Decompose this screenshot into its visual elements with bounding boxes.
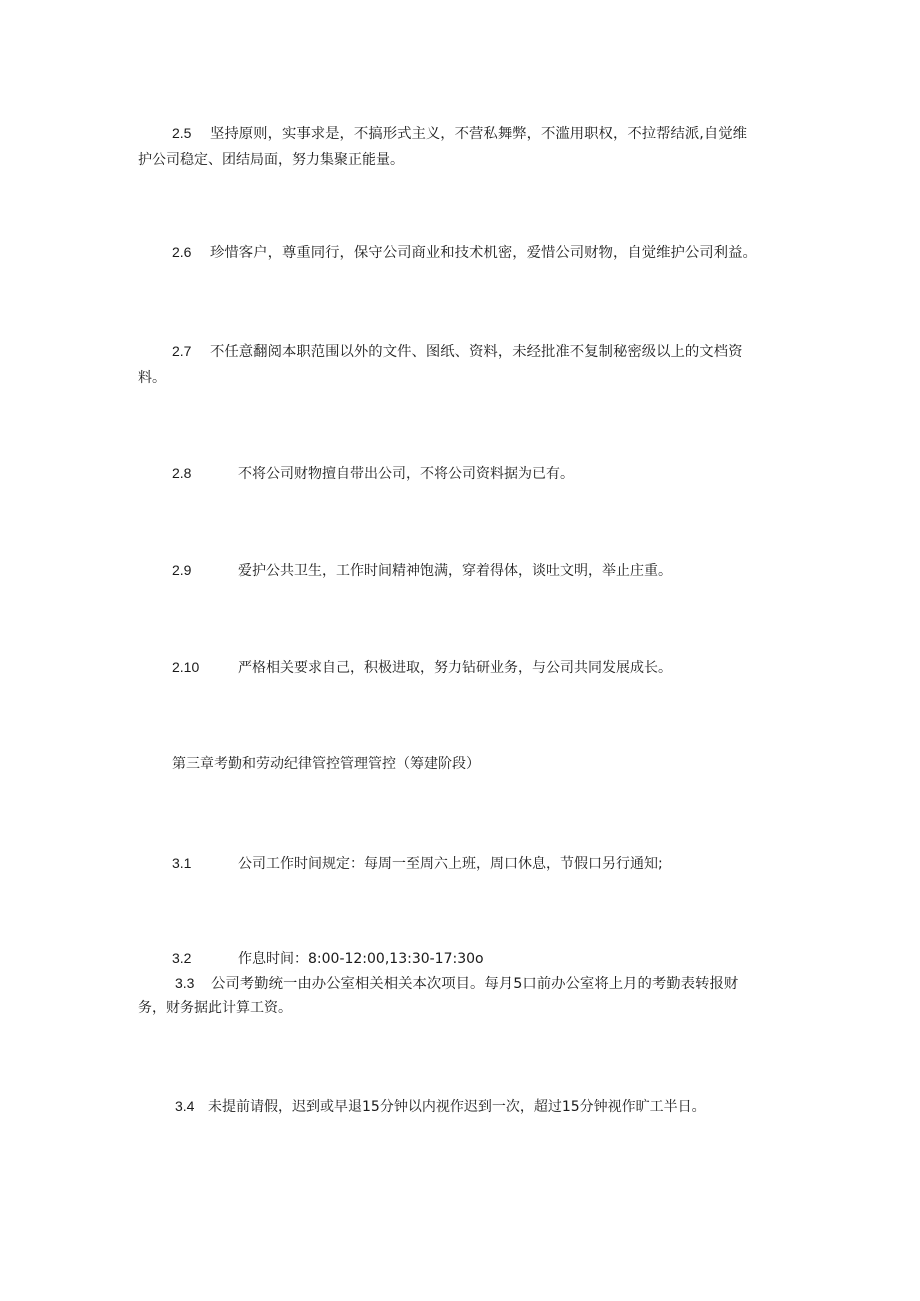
clause-text: 公司工作时间规定：每周一至周六上班，周口休息，节假口另行通知; bbox=[238, 856, 663, 872]
clause-2-10 bbox=[172, 655, 672, 680]
clause-number: 2.8 bbox=[172, 465, 192, 481]
clause-3-3 bbox=[175, 971, 738, 996]
clause-2-7-continuation: 料。 bbox=[138, 370, 166, 386]
clause-number: 3.3 bbox=[175, 975, 195, 991]
clause-3-3-continuation: 务，财务据此计算工资。 bbox=[138, 1000, 292, 1016]
clause-number: 2.5 bbox=[172, 125, 192, 141]
clause-number: 2.6 bbox=[172, 244, 192, 260]
clause-number: 2.7 bbox=[172, 343, 192, 359]
clause-3-1 bbox=[172, 851, 663, 876]
clause-2-8 bbox=[172, 461, 574, 486]
clause-number: 3.4 bbox=[175, 1098, 195, 1114]
clause-text: 不任意翻阅本职范围以外的文件、图纸、资料，未经批准不复制秘密级以上的文档资 bbox=[210, 344, 743, 360]
clause-text: 公司考勤统一由办公室相关相关本次项目。每月5口前办公室将上月的考勤表转报财 bbox=[211, 976, 739, 992]
clause-number: 3.1 bbox=[172, 855, 192, 871]
clause-text: 爱护公共卫生，工作时间精神饱满，穿着得体，谈吐文明，举止庄重。 bbox=[238, 563, 672, 579]
clause-3-4 bbox=[175, 1094, 706, 1119]
clause-2-7 bbox=[172, 339, 742, 364]
clause-2-6 bbox=[172, 240, 757, 265]
clause-text: 坚持原则，实事求是，不搞形式主义，不营私舞弊，不滥用职权，不拉帮结派,自觉维 bbox=[210, 126, 748, 142]
clause-text: 严格相关要求自己，积极进取，努力钻研业务，与公司共同发展成长。 bbox=[238, 660, 672, 676]
clause-3-2 bbox=[172, 946, 484, 971]
clause-text: 作息时间：8:00-12:00,13:30-17:30o bbox=[238, 951, 484, 967]
clause-text: 未提前请假，迟到或早退15分钟以内视作迟到一次，超过15分钟视作旷工半日。 bbox=[208, 1099, 706, 1115]
clause-text: 不将公司财物擅自带出公司，不将公司资料据为已有。 bbox=[238, 466, 574, 482]
clause-number: 3.2 bbox=[172, 950, 192, 966]
clause-number: 2.9 bbox=[172, 562, 192, 578]
clause-2-5-continuation: 护公司稳定、团结局面，努力集聚正能量。 bbox=[138, 152, 404, 168]
clause-number: 2.10 bbox=[172, 659, 200, 675]
chapter-3-title: 第三章考勤和劳动纪律管控管理管控（筹建阶段） bbox=[172, 756, 480, 772]
clause-2-9 bbox=[172, 558, 672, 583]
clause-text: 珍惜客户，尊重同行，保守公司商业和技术机密，爱惜公司财物，自觉维护公司利益。 bbox=[210, 245, 757, 261]
clause-2-5 bbox=[172, 121, 747, 146]
